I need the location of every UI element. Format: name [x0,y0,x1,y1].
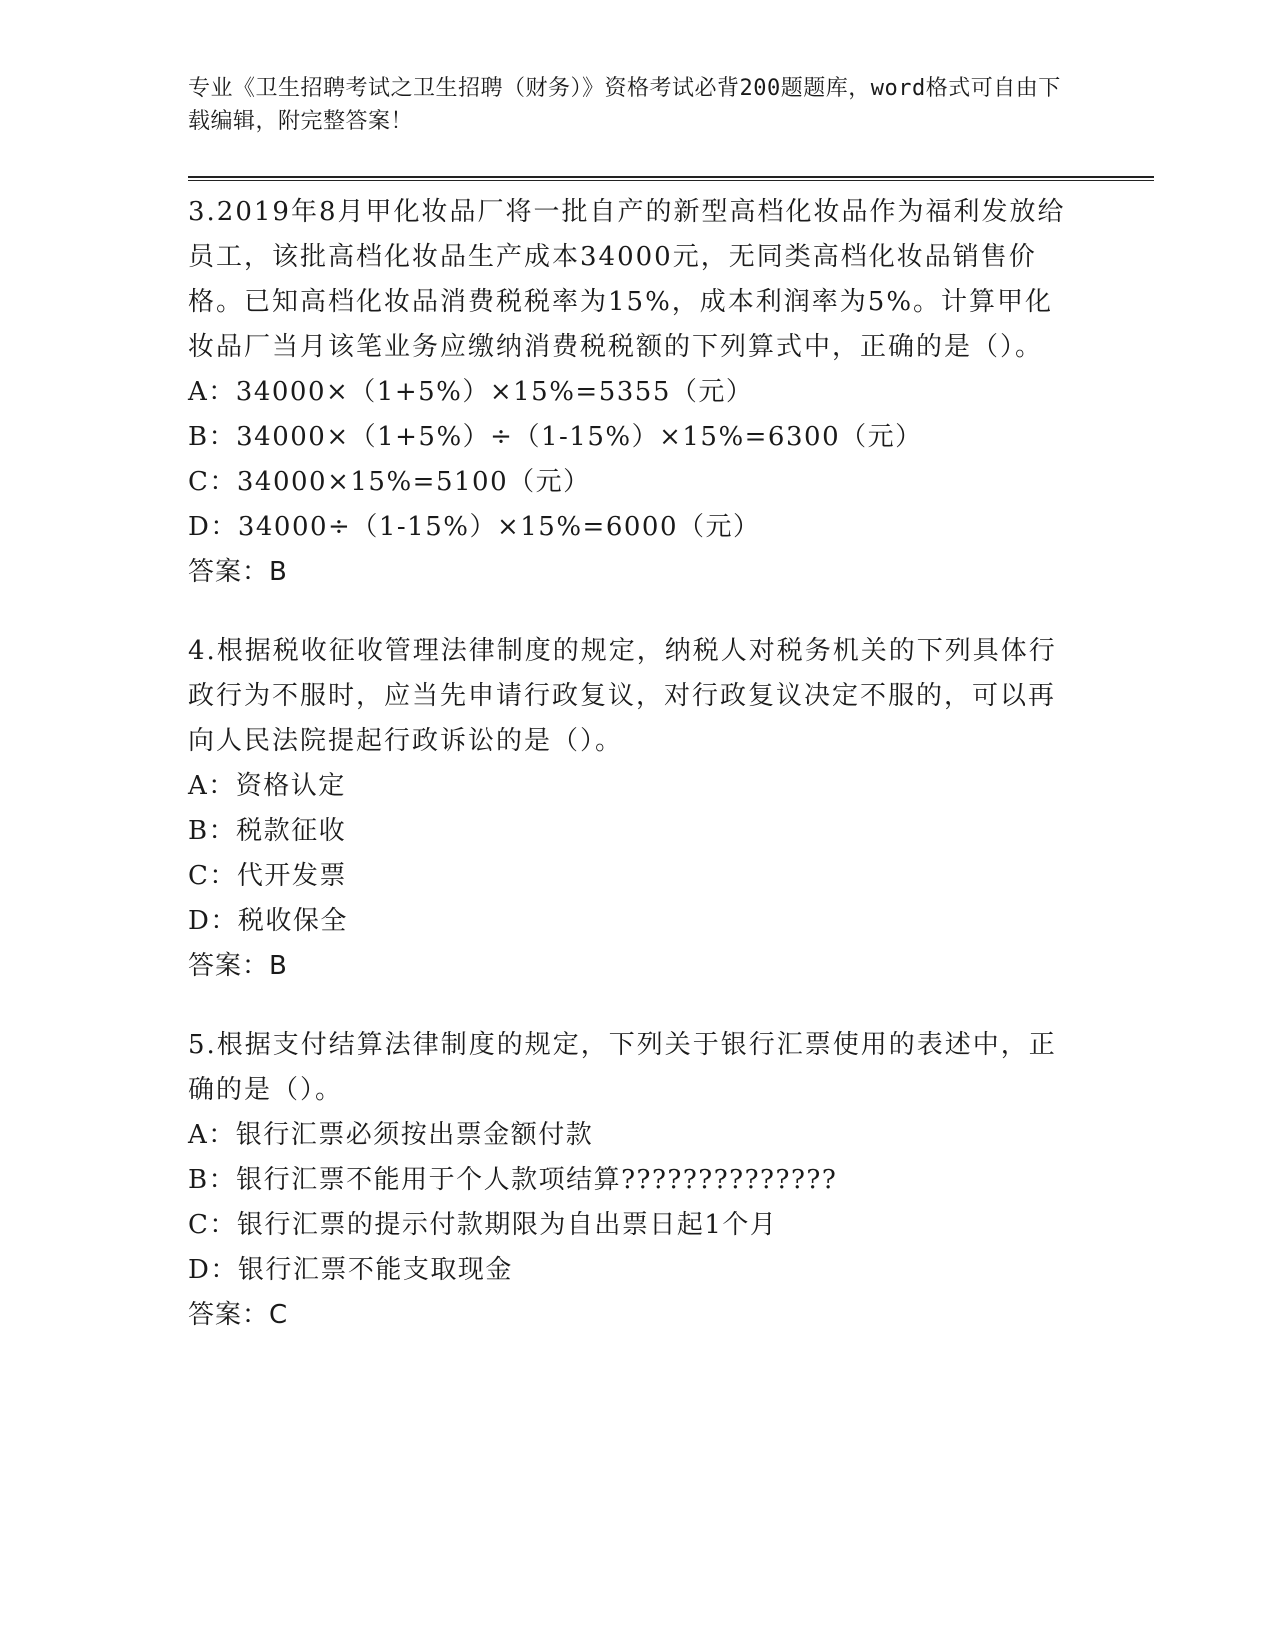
option-a: A：银行汇票必须按出票金额付款 [188,1120,594,1150]
document-header: 专业《卫生招聘考试之卫生招聘（财务）》资格考试必背200题题库，word格式可自由下载编辑，附完整答案！ [188,76,1061,134]
question-4 [188,629,1068,989]
option-d: D：34000÷（1-15%）×15%=6000（元） [188,512,761,542]
option-a: A：34000×（1+5%）×15%=5355（元） [188,377,754,407]
option-c: C：代开发票 [188,861,347,891]
option-a: A：资格认定 [188,771,346,801]
answer-line: 答案：B [188,951,288,981]
question-stem: 5.根据支付结算法律制度的规定，下列关于银行汇票使用的表述中，正确的是（）。 [188,1030,1057,1105]
question-stem: 4.根据税收征收管理法律制度的规定，纳税人对税务机关的下列具体行政行为不服时，应当先申请行政复议，对行政复议决定不服的，可以再向人民法院提起行政诉讼的是（）。 [188,636,1057,756]
question-5 [188,1023,1068,1338]
option-c: C：银行汇票的提示付款期限为自出票日起1个月 [188,1210,778,1240]
option-c: C：34000×15%=5100（元） [188,467,591,497]
question-list [188,190,1068,1372]
question-stem: 3.2019年8月甲化妆品厂将一批自产的新型高档化妆品作为福利发放给员工，该批高档化妆品生产成本34000元，无同类高档化妆品销售价格。已知高档化妆品消费税税率为15%，成本利润率为5%。计算甲化妆品厂当月该笔业务应缴纳消费税税额的下列算式中，正确的是（）。 [188,197,1066,362]
answer-line: 答案：C [188,1300,289,1330]
option-d: D：税收保全 [188,906,348,936]
option-d: D：银行汇票不能支取现金 [188,1255,513,1285]
option-b: B：34000×（1+5%）÷（1-15%）×15%=6300（元） [188,422,923,452]
option-b: B：银行汇票不能用于个人款项结算?????????????? [188,1165,838,1195]
option-b: B：税款征收 [188,816,347,846]
header-divider [188,176,1154,181]
question-3 [188,190,1068,595]
answer-line: 答案：B [188,557,288,587]
